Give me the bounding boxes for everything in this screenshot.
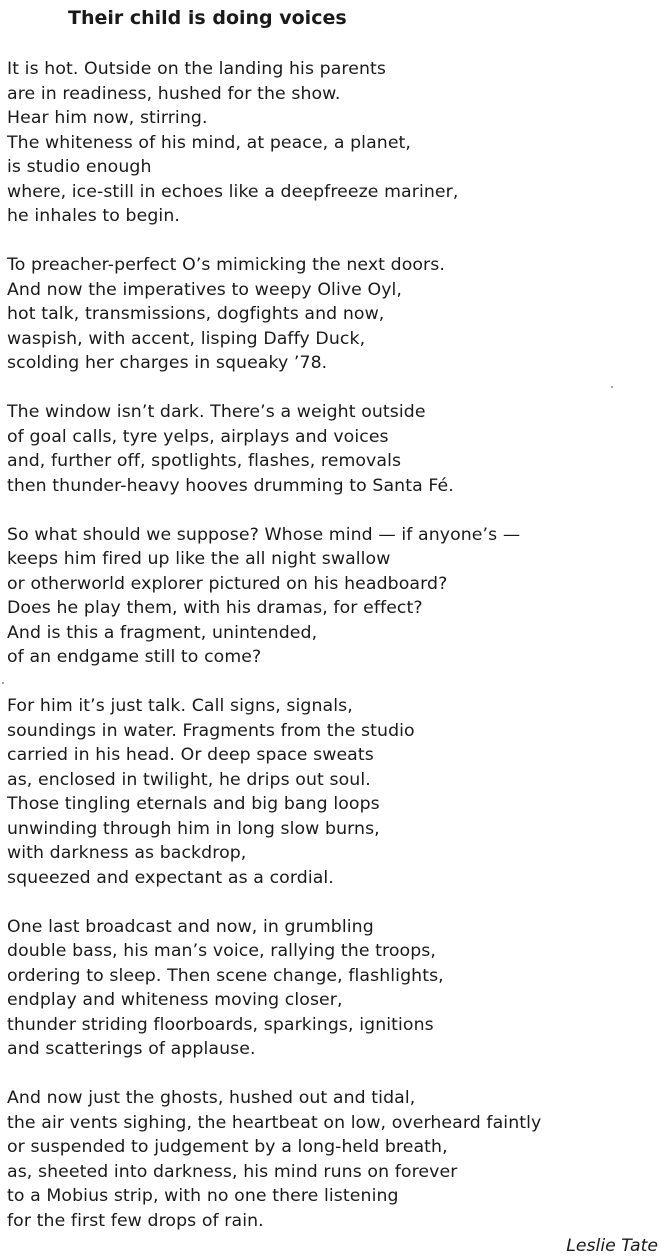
poem-line: of an endgame still to come? — [7, 647, 262, 667]
poem-line: For him it’s just talk. Call signs, signals, — [7, 696, 353, 716]
poem-line: The whiteness of his mind, at peace, a planet, — [7, 132, 412, 153]
poem-line: as, enclosed in twilight, he drips out soul. — [7, 769, 371, 790]
poem-line: ordering to sleep. Then scene change, flashlights, — [7, 965, 444, 986]
poem-line: carried in his head. Or deep space sweats — [7, 745, 374, 765]
poem-line: Hear him now, stirring. — [7, 108, 208, 128]
poem-line: he inhales to begin. — [7, 206, 180, 226]
poem-line: hot talk, transmissions, dogfights and now, — [7, 304, 385, 324]
poem-line: soundings in water. Fragments from the studio — [7, 720, 415, 741]
poem-line: squeezed and expectant as a cordial. — [7, 867, 334, 888]
poem-line: as, sheeted into darkness, his mind runs on forever — [7, 1161, 458, 1182]
poem-line: unwinding through him in long slow burns, — [7, 818, 380, 839]
poem-line: the air vents sighing, the heartbeat on low, overheard faintly — [7, 1112, 542, 1133]
poem-body — [7, 57, 662, 1258]
poem-line: And now the imperatives to weepy Olive Oyl, — [7, 279, 403, 300]
poem-line: to a Mobius strip, with no one there listening — [7, 1186, 399, 1206]
stanza-3 — [7, 400, 662, 498]
poem-line: where, ice-still in echoes like a deepfreeze mariner, — [7, 181, 459, 202]
poem-line: To preacher-perfect O’s mimicking the next doors. — [7, 255, 445, 275]
poem-line: and, further off, spotlights, flashes, removals — [7, 451, 402, 471]
poem-line: thunder striding floorboards, sparkings, ignitions — [7, 1014, 434, 1035]
poem-line: or suspended to judgement by a long-held breath, — [7, 1137, 448, 1157]
poem-title: Their child is doing voices — [68, 7, 347, 29]
stanza-7 — [7, 1086, 662, 1233]
stanza-5 — [7, 694, 662, 890]
scan-speck — [611, 386, 613, 388]
poem-line: with darkness as backdrop, — [7, 843, 247, 863]
poem-line: double bass, his man’s voice, rallying the troops, — [7, 941, 436, 961]
stanza-6 — [7, 915, 662, 1062]
poem-line: or otherworld explorer pictured on his headboard? — [7, 573, 448, 594]
poem-line: And is this a fragment, unintended, — [7, 622, 318, 643]
poem-line: It is hot. Outside on the landing his parents — [7, 59, 386, 79]
poem-line: And now just the ghosts, hushed out and tidal, — [7, 1088, 416, 1108]
poem-line: for the first few drops of rain. — [7, 1210, 264, 1231]
poem-line: of goal calls, tyre yelps, airplays and voices — [7, 426, 389, 447]
stanza-4 — [7, 523, 662, 670]
stanza-1 — [7, 57, 662, 229]
poem-line: then thunder-heavy hooves drumming to Santa Fé. — [7, 475, 454, 496]
poem-line: scolding her charges in squeaky ’78. — [7, 353, 328, 373]
author-signature: Leslie Tate — [566, 1236, 658, 1256]
poem-line: So what should we suppose? Whose mind — if anyone’s — — [7, 524, 521, 545]
stanza-2 — [7, 253, 662, 376]
poem-line: Those tingling eternals and big bang loops — [7, 794, 380, 814]
poem-line: keeps him fired up like the all night swallow — [7, 549, 391, 569]
poem-line: One last broadcast and now, in grumbling — [7, 916, 374, 937]
scan-speck — [2, 682, 4, 684]
poem-line: The window isn’t dark. There’s a weight outside — [7, 402, 426, 422]
poem-line: and scatterings of applause. — [7, 1039, 256, 1059]
poem-line: Does he play them, with his dramas, for effect? — [7, 598, 423, 618]
poem-line: is studio enough — [7, 157, 152, 177]
poem-line: endplay and whiteness moving closer, — [7, 990, 343, 1010]
poem-line: waspish, with accent, lisping Daffy Duck, — [7, 328, 366, 349]
poem-line: are in readiness, hushed for the show. — [7, 83, 341, 104]
